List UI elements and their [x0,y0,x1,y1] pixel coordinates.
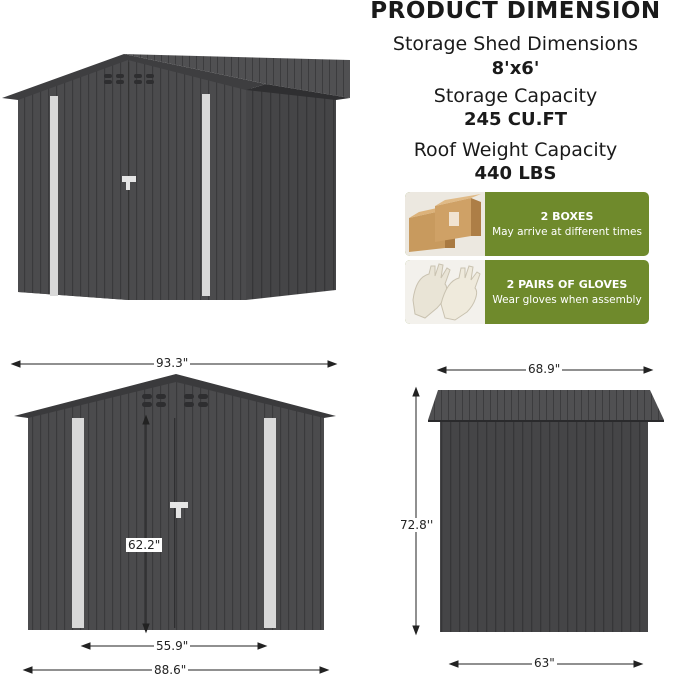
spec-label-roof-weight: Roof Weight Capacity [413,139,618,161]
dim-side-top-width: 68.9" [528,362,561,376]
spec-value-dimensions: 8'x6' [491,58,540,79]
dim-front-top-width: 93.3" [156,356,189,370]
shed-front-illustration [14,374,336,630]
spec-label-dimensions: Storage Shed Dimensions [392,33,639,55]
page-title: PRODUCT DIMENSION [370,0,661,24]
card-gloves-subtitle: Wear gloves when assembly [492,294,642,306]
spec-label-capacity: Storage Capacity [433,85,598,107]
dim-side-bottom-width: 63" [534,656,555,670]
spec-value-capacity: 245 CU.FT [463,109,568,130]
shed-side-illustration [428,390,664,632]
dim-side-height: 72.8'' [400,518,434,532]
card-boxes-subtitle: May arrive at different times [492,226,642,238]
card-gloves-title: 2 PAIRS OF GLOVES [506,278,628,291]
card-boxes-title: 2 BOXES [540,210,594,223]
dim-door-height: 62.2" [128,538,161,552]
dim-door-width: 55.9" [156,639,189,653]
dim-front-bottom-width: 88.6" [154,663,187,677]
shed-perspective-illustration [2,54,350,300]
spec-value-roof-weight: 440 LBS [474,163,557,184]
